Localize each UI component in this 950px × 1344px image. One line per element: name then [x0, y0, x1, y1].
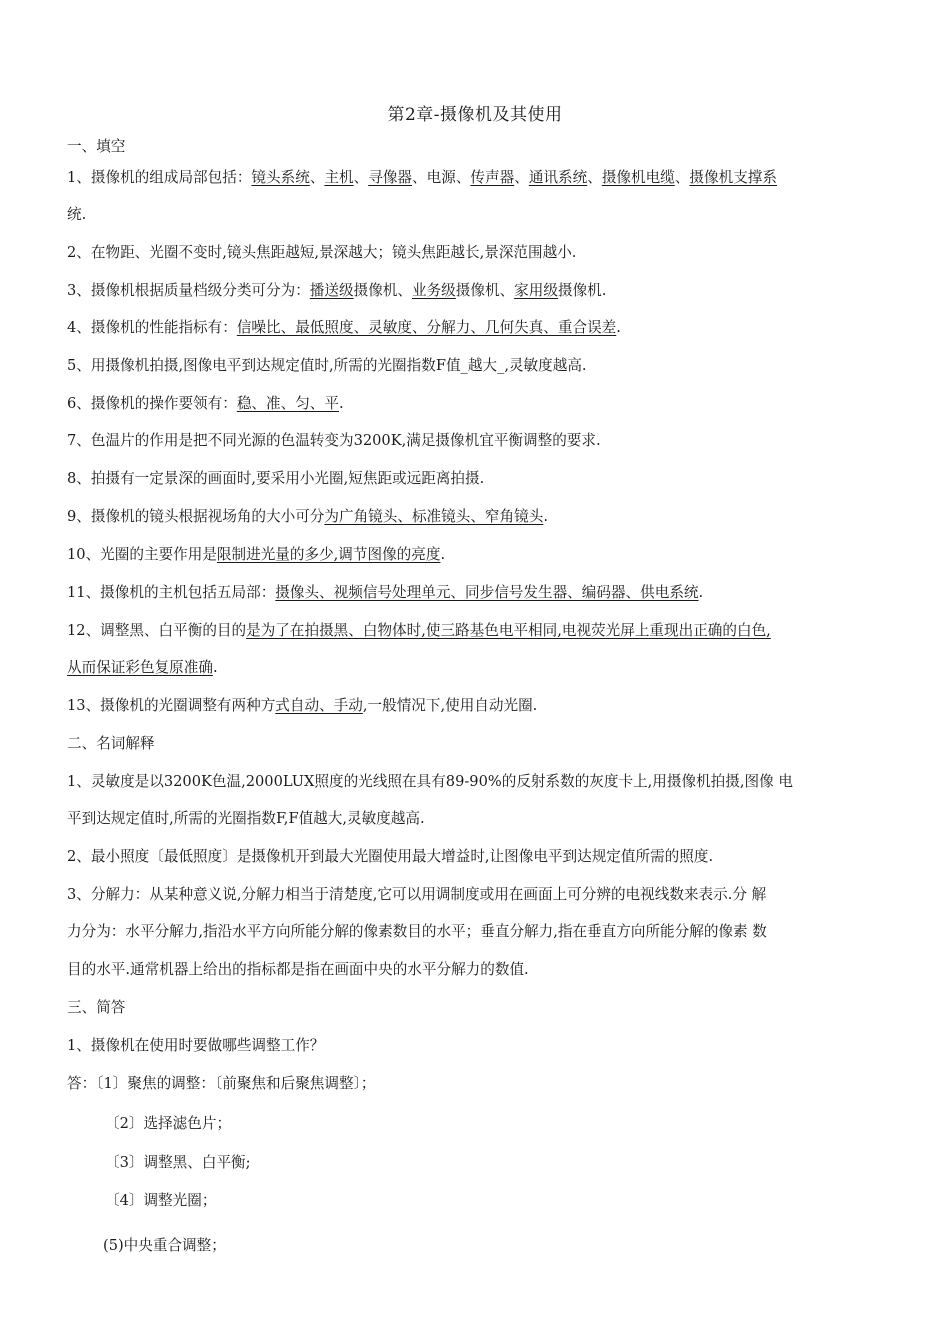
- short-answer-1: 答：〔1〕聚焦的调整：〔前聚焦和后聚焦调整〕；: [67, 1075, 376, 1092]
- short-answer-5: (5)中央重合调整；: [103, 1237, 226, 1254]
- term-3-line-2: 力分为：水平分解力,指沿水平方向所能分解的像素数目的水平；垂直分解力,指在垂直方向所能分解的像素 数: [67, 923, 767, 940]
- answer: 摄像头、视频信号处理单元、同步信号发生器、编码器、供电系统: [275, 584, 699, 601]
- fill-q12-cont: 从而保证彩色复原准确.: [67, 659, 218, 676]
- term-3-line-1: 3、分解力：从某种意义说,分解力相当于清楚度,它可以用调制度或用在画面上可分辨的电视线数来表示.分 解: [67, 886, 767, 903]
- answer: 镜头系统: [251, 169, 310, 186]
- answer: 主机: [324, 169, 354, 186]
- fill-q11: 11、摄像机的主机包括五局部：摄像头、视频信号处理单元、同步信号发生器、编码器、供电系统.: [67, 584, 704, 601]
- term-1-line-2: 平到达规定值时,所需的光圈指数F,F值越大,灵敏度越高.: [67, 810, 425, 827]
- term-2: 2、最小照度〔最低照度〕是摄像机开到最大光圈使用最大增益时,让图像电平到达规定值所需的照度.: [67, 848, 714, 865]
- term-3-line-3: 目的水平.通常机器上给出的指标都是指在画面中央的水平分解力的数值.: [67, 961, 529, 978]
- short-answer-3: 〔3〕调整黑、白平衡;: [105, 1154, 251, 1171]
- section-heading-short: 三、简答: [67, 999, 126, 1016]
- fill-q1: 1、摄像机的组成局部包括：镜头系统、主机、寻像器、电源、传声器、通讯系统、摄像机电缆、摄像机支撑系: [67, 169, 777, 186]
- fill-q12: 12、调整黑、白平衡的目的是为了在拍摄黑、白物体时,使三路基色电平相同,电视荧光屏上重现出正确的白色,: [67, 622, 771, 639]
- fill-q4: 4、摄像机的性能指标有：信噪比、最低照度、灵敏度、分解力、几何失真、重合误差.: [67, 319, 621, 336]
- fill-q1-cont: 统.: [67, 206, 87, 223]
- fill-q7: 7、色温片的作用是把不同光源的色温转变为3200K,满足摄像机宜平衡调整的要求.: [67, 432, 601, 449]
- term-1-line-1: 1、灵敏度是以3200K色温,2000LUX照度的光线照在具有89-90%的反射系数的灰度卡上,用摄像机拍摄,图像 电: [67, 773, 793, 790]
- answer: 传声器: [470, 169, 515, 186]
- answer: 业务级: [411, 282, 456, 299]
- fill-q6: 6、摄像机的操作要领有：稳、准、匀、平.: [67, 395, 344, 412]
- answer: 式自动、手动: [275, 697, 363, 714]
- section-heading-fill: 一、填空: [67, 138, 126, 155]
- fill-q8: 8、拍摄有一定景深的画面时,要采用小光圈,短焦距或远距离拍摄.: [67, 470, 485, 487]
- answer: 限制进光量的多少,调节图像的亮度: [216, 546, 441, 563]
- answer: 是为了在拍摄黑、白物体时,使三路基色电平相同,电视荧光屏上重现出正确的白色,: [246, 622, 771, 639]
- short-answer-4: 〔4〕调整光圈；: [105, 1192, 217, 1209]
- fill-q2: 2、在物距、光圈不变时,镜头焦距越短,景深越大；镜头焦距越长,景深范围越小.: [67, 244, 577, 261]
- answer: 摄像机支撑系: [689, 169, 777, 186]
- answer: 从而保证彩色复原准确: [67, 659, 213, 676]
- answer: 家用级: [514, 282, 558, 299]
- short-answer-2: 〔2〕选择滤色片；: [105, 1115, 232, 1132]
- page-title: 第2章-摄像机及其使用: [387, 105, 563, 125]
- fill-q10: 10、光圈的主要作用是限制进光量的多少,调节图像的亮度.: [67, 546, 446, 563]
- short-q1: 1、摄像机在使用时要做哪些调整工作？: [67, 1037, 325, 1054]
- answer: 为广角镜头、标准镜头、窄角镜头: [324, 508, 544, 525]
- fill-q5: 5、用摄像机拍摄,图像电平到达规定值时,所需的光圈指数F值_越大_,灵敏度越高.: [67, 357, 587, 374]
- fill-q13: 13、摄像机的光圈调整有两种方式自动、手动,一般情况下,使用自动光圈.: [67, 697, 538, 714]
- answer: 摄像机电缆: [601, 169, 675, 186]
- answer: 播送级: [309, 282, 354, 299]
- answer: 信噪比、最低照度、灵敏度、分解力、几何失真、重合误差: [236, 319, 617, 336]
- section-heading-terms: 二、名词解释: [67, 735, 155, 752]
- fill-q3: 3、摄像机根据质量档级分类可分为：播送级摄像机、业务级摄像机、家用级摄像机.: [67, 282, 607, 299]
- answer: 稳、准、匀、平: [236, 395, 339, 412]
- answer: 通讯系统: [528, 169, 588, 186]
- fill-q9: 9、摄像机的镜头根据视场角的大小可分为广角镜头、标准镜头、窄角镜头.: [67, 508, 548, 525]
- answer: 寻像器: [368, 169, 413, 186]
